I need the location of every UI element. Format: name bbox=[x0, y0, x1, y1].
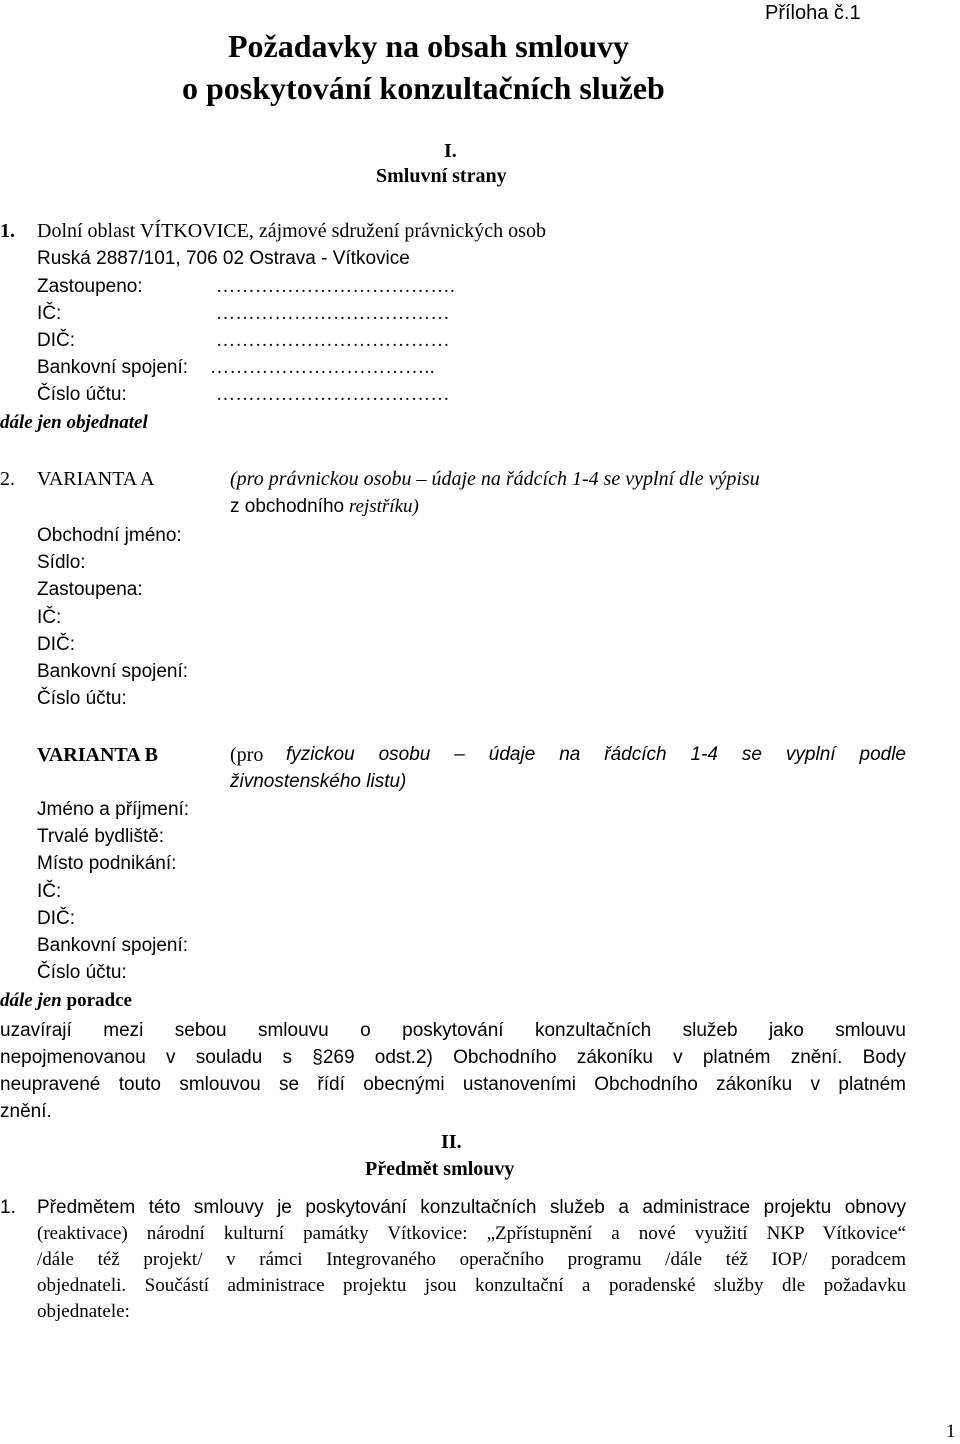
party1-dic-dots: ……………………………… bbox=[216, 330, 450, 351]
party1-dic-label: DIČ: bbox=[37, 330, 75, 351]
variant-a-field-business-name: Obchodní jméno: bbox=[37, 525, 182, 546]
variant-b-role bbox=[0, 990, 132, 1012]
variant-a-note-prefix: z obchodního bbox=[230, 496, 345, 517]
party1-account-label: Číslo účtu: bbox=[37, 384, 127, 405]
variant-a-number: 2. bbox=[0, 468, 15, 490]
page-title-line2: o poskytování konzultačních služeb bbox=[182, 70, 665, 106]
variant-b-note-line1: fyzickou osobu – údaje na řádcích 1-4 se vyplní podle bbox=[286, 744, 906, 765]
variant-b-field-dic: DIČ: bbox=[37, 908, 75, 929]
variant-b-field-bank: Bankovní spojení: bbox=[37, 935, 189, 956]
variant-a-label: VARIANTA A bbox=[37, 468, 155, 490]
closing-line1: uzavírají mezi sebou smlouvu o poskytování konzultačních služeb jako smlouvu bbox=[0, 1020, 906, 1041]
party1-name: Dolní oblast VÍTKOVICE, zájmové sdružení právnických osob bbox=[37, 220, 546, 242]
variant-a-field-ic: IČ: bbox=[37, 607, 62, 628]
party1-ic-dots: ……………………………… bbox=[216, 303, 450, 324]
variant-b-field-account: Číslo účtu: bbox=[37, 962, 127, 983]
variant-a-field-dic: DIČ: bbox=[37, 634, 75, 655]
variant-b-note-paren: (pro bbox=[230, 744, 264, 766]
party1-ic-label: IČ: bbox=[37, 303, 62, 324]
closing-line4: znění. bbox=[0, 1101, 52, 1122]
variant-a-note-line1: (pro právnickou osobu – údaje na řádcích 1-4 se vyplní dle výpisu bbox=[230, 468, 760, 490]
variant-b-role-bold: poradce bbox=[66, 990, 132, 1011]
party1-account-dots: ……………………………… bbox=[216, 384, 450, 405]
section2-number: II. bbox=[441, 1131, 462, 1153]
closing-line3: neupravené touto smlouvou se řídí obecnými ustanoveními Obchodního zákoníku v platném bbox=[0, 1074, 906, 1095]
subject-line4: objednateli. Součástí administrace projektu jsou konzultační a poradenské služby dle požadavku bbox=[37, 1275, 906, 1296]
party1-address: Ruská 2887/101, 706 02 Ostrava - Vítkovice bbox=[37, 248, 410, 269]
variant-a-field-bank: Bankovní spojení: bbox=[37, 661, 189, 682]
party1-number: 1. bbox=[0, 220, 15, 242]
variant-b-field-residence: Trvalé bydliště: bbox=[37, 826, 165, 847]
variant-b-field-business-place: Místo podnikání: bbox=[37, 853, 177, 874]
variant-b-field-ic: IČ: bbox=[37, 881, 62, 902]
variant-a-field-account: Číslo účtu: bbox=[37, 688, 127, 709]
variant-a-field-seat: Sídlo: bbox=[37, 552, 86, 573]
variant-a-field-represented: Zastoupena: bbox=[37, 579, 143, 600]
subject-line3: /dále též projekt/ v rámci Integrovaného operačního programu /dále též IOP/ poradcem bbox=[37, 1249, 906, 1270]
variant-a-note-line2 bbox=[230, 496, 419, 518]
page-number: 1 bbox=[946, 1421, 956, 1442]
subject-line2: (reaktivace) národní kulturní památky Vítkovice: „Zpřístupnění a nové využití NKP Vítkovice“ bbox=[37, 1223, 906, 1244]
variant-b-role-italic: dále jen bbox=[0, 990, 62, 1011]
section1-heading: Smluvní strany bbox=[376, 165, 507, 187]
variant-b-note-line2: živnostenského listu) bbox=[230, 771, 407, 792]
section2-heading: Předmět smlouvy bbox=[365, 1158, 515, 1180]
party1-bank-dots: …………………………….. bbox=[210, 357, 435, 378]
party1-bank-label: Bankovní spojení: bbox=[37, 357, 189, 378]
variant-b-field-name: Jméno a příjmení: bbox=[37, 799, 190, 820]
subject-line5: objednatele: bbox=[37, 1301, 130, 1322]
party1-role: dále jen objednatel bbox=[0, 412, 148, 433]
page-title-line1: Požadavky na obsah smlouvy bbox=[228, 28, 629, 64]
variant-b-label: VARIANTA B bbox=[37, 744, 158, 766]
variant-a-note-rest: rejstříku) bbox=[344, 496, 419, 517]
closing-line2: nepojmenovanou v souladu s §269 odst.2) Obchodního zákoníku v platném znění. Body bbox=[0, 1047, 906, 1068]
party1-represented-dots: ………………………………. bbox=[216, 276, 456, 297]
subject-number: 1. bbox=[0, 1197, 16, 1218]
section1-number: I. bbox=[444, 140, 457, 162]
subject-line1: Předmětem této smlouvy je poskytování konzultačních služeb a administrace projektu obnovy bbox=[37, 1197, 906, 1218]
annex-label: Příloha č.1 bbox=[765, 2, 861, 24]
party1-represented-label: Zastoupeno: bbox=[37, 276, 143, 297]
